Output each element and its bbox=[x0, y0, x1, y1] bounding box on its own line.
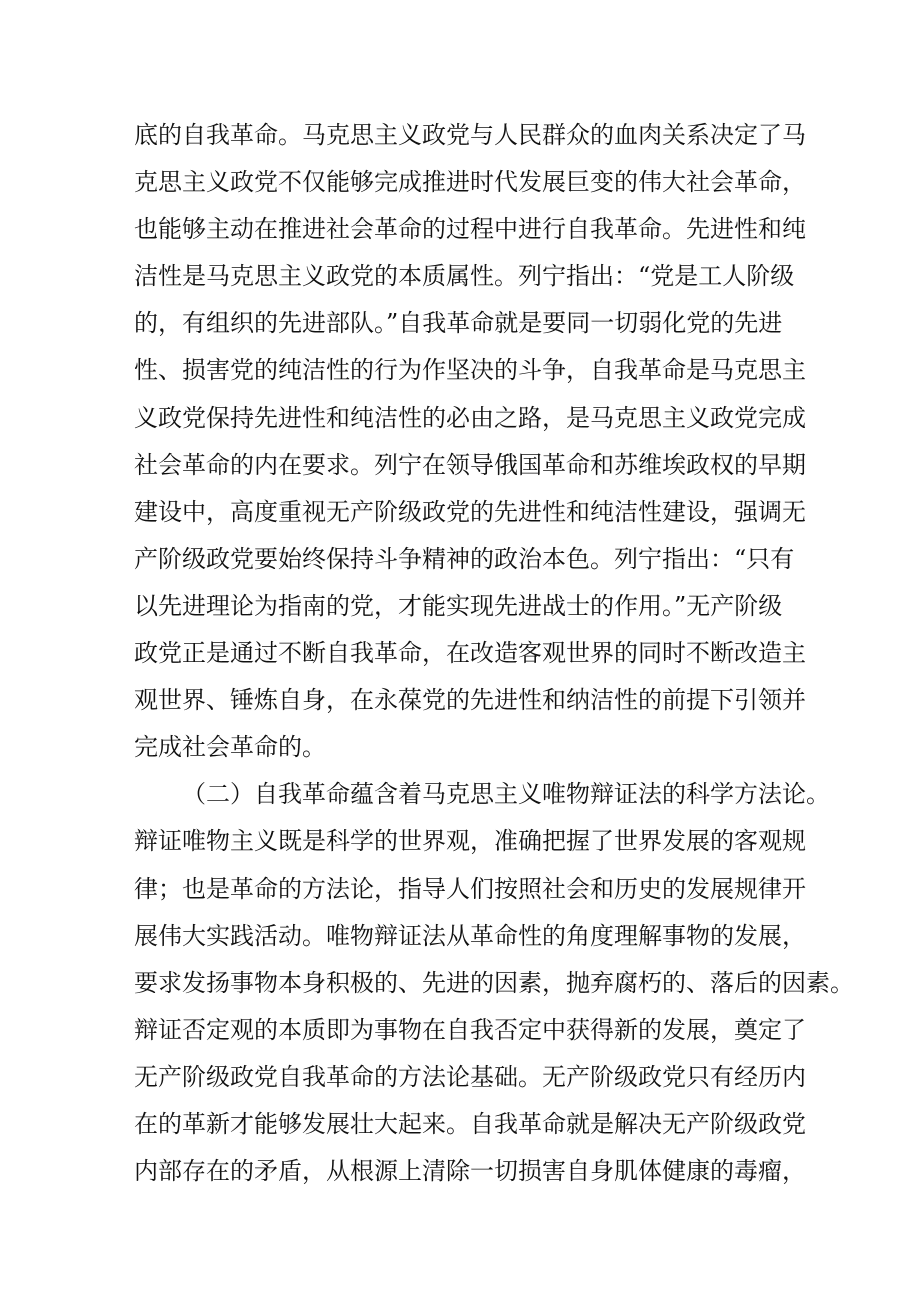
text-line: 内部存在的矛盾，从根源上清除一切损害自身肌体健康的毒瘤， bbox=[134, 1157, 806, 1186]
text-line: 洁性是马克思主义政党的本质属性。列宁指出：“党是工人阶级 bbox=[134, 262, 795, 291]
text-line: 律；也是革命的方法论，指导人们按照社会和历史的发展规律开 bbox=[134, 874, 806, 903]
text-line: 社会革命的内在要求。列宁在领导俄国革命和苏维埃政权的早期 bbox=[134, 450, 806, 479]
text-line: 要求发扬事物本身积极的、先进的因素，抛弃腐朽的、落后的因素。 bbox=[134, 968, 854, 997]
text-line: 在的革新才能够发展壮大起来。自我革命就是解决无产阶级政党 bbox=[134, 1109, 806, 1138]
text-line: 也能够主动在推进社会革命的过程中进行自我革命。先进性和纯 bbox=[134, 215, 806, 244]
body-text bbox=[134, 112, 854, 1195]
text-line: 建设中，高度重视无产阶级政党的先进性和纯洁性建设，强调无 bbox=[134, 497, 806, 526]
section-heading: （二）自我革命蕴含着马克思主义唯物辩证法的科学方法论。 bbox=[182, 780, 830, 809]
text-line: 辩证唯物主义既是科学的世界观，准确把握了世界发展的客观规 bbox=[134, 827, 806, 856]
text-line: 性、损害党的纯洁性的行为作坚决的斗争，自我革命是马克思主 bbox=[134, 356, 806, 385]
text-line: 底的自我革命。马克思主义政党与人民群众的血肉关系决定了马 bbox=[134, 121, 806, 149]
text-line: 辩证否定观的本质即为事物在自我否定中获得新的发展，奠定了 bbox=[134, 1015, 806, 1044]
text-line: 展伟大实践活动。唯物辩证法从革命性的角度理解事物的发展， bbox=[134, 921, 806, 950]
text-line: 完成社会革命的。 bbox=[134, 733, 326, 762]
text-line: 义政党保持先进性和纯洁性的必由之路，是马克思主义政党完成 bbox=[134, 403, 806, 432]
text-line: 观世界、锤炼自身，在永葆党的先进性和纳洁性的前提下引领并 bbox=[134, 686, 806, 715]
text-line: 的，有组织的先进部队。”自我革命就是要同一切弱化党的先进 bbox=[134, 309, 783, 338]
text-line: 产阶级政党要始终保持斗争精神的政治本色。列宁指出：“只有 bbox=[134, 544, 795, 573]
text-line: 政党正是通过不断自我革命，在改造客观世界的同时不断改造主 bbox=[134, 639, 806, 668]
text-line: 以先进理论为指南的党，才能实现先进战士的作用。”无产阶级 bbox=[134, 591, 783, 620]
text-line: 克思主义政党不仅能够完成推进时代发展巨变的伟大社会革命， bbox=[134, 168, 806, 197]
text-line: 无产阶级政党自我革命的方法论基础。无产阶级政党只有经历内 bbox=[134, 1062, 806, 1091]
